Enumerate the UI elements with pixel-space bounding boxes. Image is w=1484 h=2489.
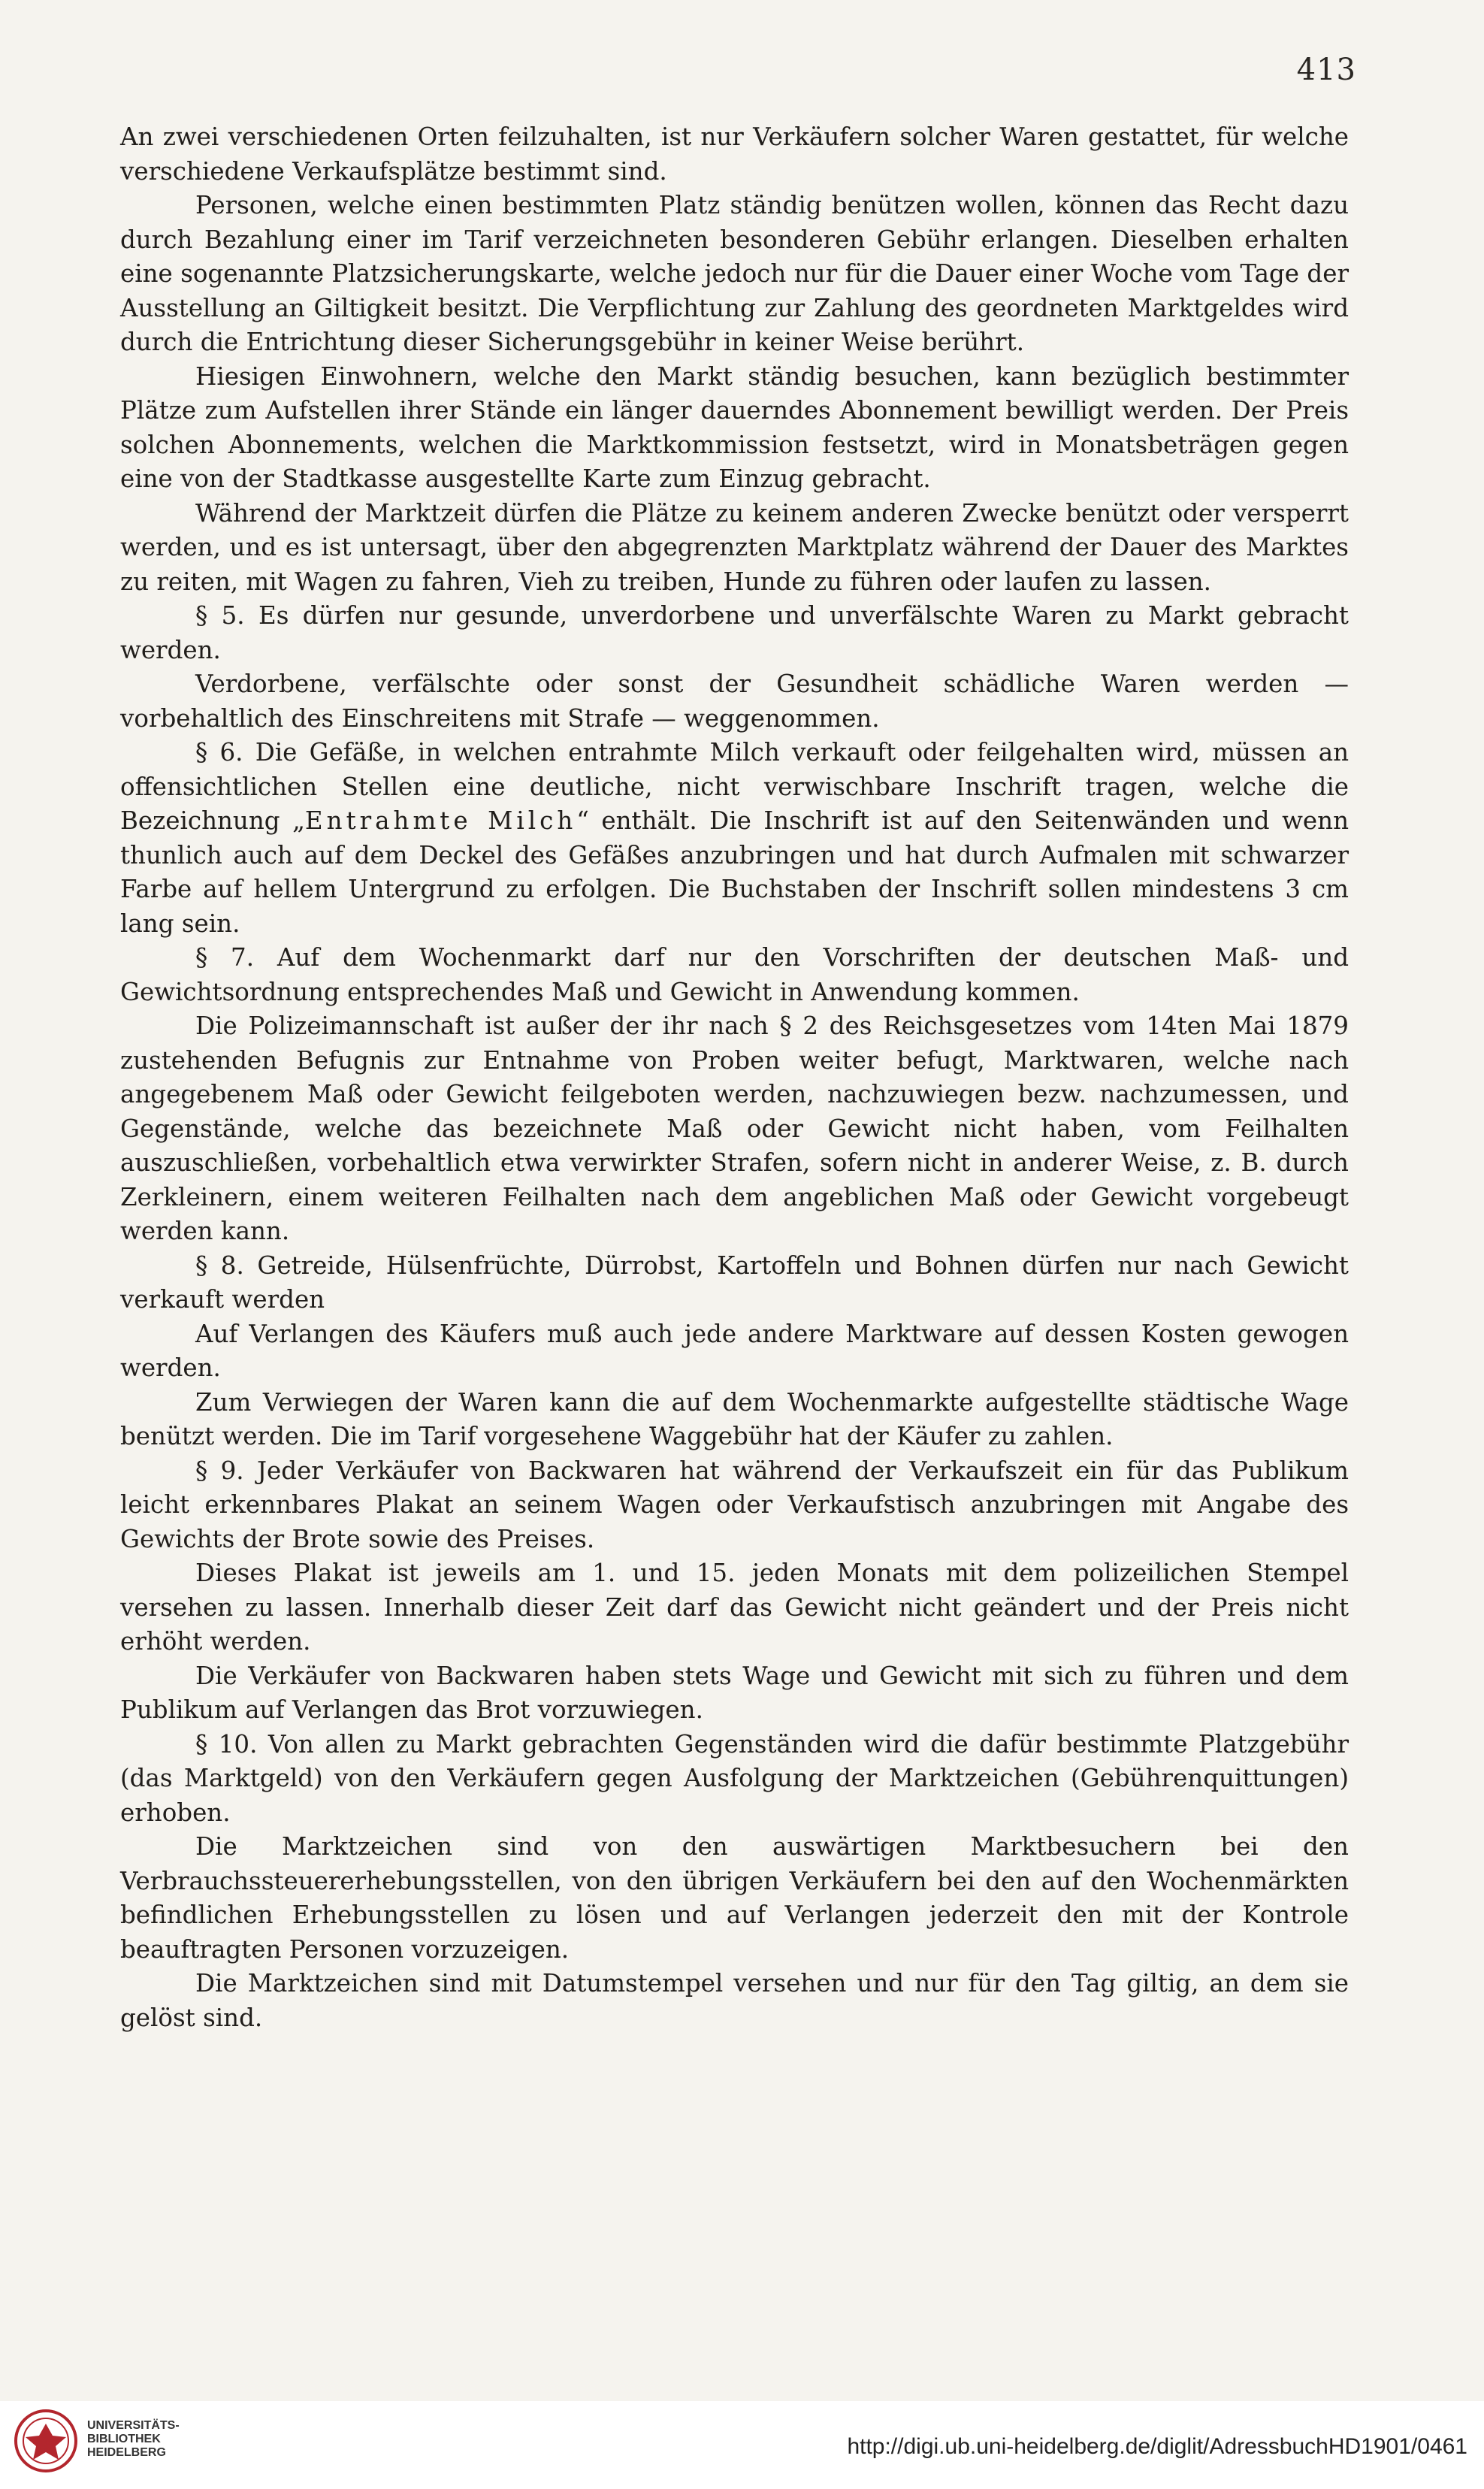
library-name-line: BIBLIOTHEK (87, 2433, 161, 2445)
paragraph: Die Verkäufer von Backwaren haben stets Wage und Gewicht mit sich zu führen und dem Publikum auf Verlangen das Brot vorzuwiegen. (120, 1661, 1349, 1724)
paragraph-section-7: § 7. Auf dem Wochenmarkt darf nur den Vorschriften der deutschen Maß- und Gewichtsordnung entsprechendes Maß und Gewicht in Anwendung kommen. (120, 943, 1349, 1006)
university-library-logo-icon (14, 2409, 78, 2473)
spaced-term: Entrahmte Milch (304, 806, 577, 835)
footer-bar (0, 2401, 1484, 2489)
paragraph: Die Marktzeichen sind mit Datumstempel versehen und nur für den Tag giltig, an dem sie gelöst sind. (120, 1969, 1349, 2032)
paragraph: Hiesigen Einwohnern, welche den Markt ständig besuchen, kann bezüglich bestimmter Plätze zum Aufstellen ihrer Stände ein länger dauerndes Abonnement bewilligt werden. Der Preis solchen Abonnements, welchen die Marktkommission festsetzt, wird in Monatsbeträgen gegen eine von der Stadtkasse ausgestellte Karte zum Einzug gebracht. (120, 361, 1349, 493)
paragraph-section-6 (120, 736, 1349, 941)
source-url[interactable]: http://digi.ub.uni-heidelberg.de/diglit/AdressbuchHD1901/0461 (847, 2434, 1467, 2459)
paragraph: Die Marktzeichen sind von den auswärtigen Marktbesuchern bei den Verbrauchssteuererhebungsstellen, von den übrigen Verkäufern bei den auf den Wochenmärkten befindlichen Erhebungsstellen zu lösen und auf Verlangen jederzeit den mit der Kontrole beauftragten Personen vorzuzeigen. (120, 1832, 1349, 1964)
library-name (87, 2419, 180, 2460)
section-6-text-after: “ enthält. Die Inschrift ist auf den Seitenwänden und wenn thunlich auch auf dem Deckel des Gefäßes anzubringen und hat durch Aufmalen mit schwarzer Farbe auf hellem Untergrund zu erfolgen. Die Buchstaben der Inschrift sollen mindestens 3 cm lang sein. (120, 806, 1350, 938)
paragraph: Verdorbene, verfälschte oder sonst der Gesundheit schädliche Waren werden — vorbehaltlich des Einschreitens mit Strafe — weggenommen. (120, 670, 1349, 733)
paragraph: An zwei verschiedenen Orten feilzuhalten, ist nur Verkäufern solcher Waren gestattet, für welche verschiedene Verkaufsplätze bestimmt sind. (120, 122, 1349, 186)
page-number: 413 (1296, 53, 1356, 87)
library-name-line: UNIVERSITÄTS- (87, 2419, 180, 2432)
paragraph-section-5: § 5. Es dürfen nur gesunde, unverdorbene und unverfälschte Waren zu Markt gebracht werden. (120, 601, 1349, 664)
paragraph-section-9: § 9. Jeder Verkäufer von Backwaren hat während der Verkaufszeit ein für das Publikum leicht erkennbares Plakat an seinem Wagen oder Verkaufstisch anzubringen mit Angabe des Gewichts der Brote sowie des Preises. (120, 1456, 1349, 1553)
paragraph: Auf Verlangen des Käufers muß auch jede andere Marktware auf dessen Kosten gewogen werden. (120, 1319, 1349, 1382)
paragraph: Dieses Plakat ist jeweils am 1. und 15. jeden Monats mit dem polizeilichen Stempel versehen zu lassen. Innerhalb dieser Zeit darf das Gewicht nicht geändert und der Preis nicht erhöht werden. (120, 1559, 1349, 1656)
body-text (120, 120, 1349, 2035)
paragraph: Zum Verwiegen der Waren kann die auf dem Wochenmarkte aufgestellte städtische Wage benützt werden. Die im Tarif vorgesehene Waggebühr hat der Käufer zu zahlen. (120, 1387, 1349, 1450)
library-name-line: HEIDELBERG (87, 2446, 166, 2459)
paragraph: Während der Marktzeit dürfen die Plätze zu keinem anderen Zwecke benützt oder versperrt werden, und es ist untersagt, über den abgegrenzten Marktplatz während der Dauer des Marktes zu reiten, mit Wagen zu fahren, Vieh zu treiben, Hunde zu führen oder laufen zu lassen. (120, 498, 1349, 596)
paragraph-section-10: § 10. Von allen zu Markt gebrachten Gegenständen wird die dafür bestimmte Platzgebühr (das Marktgeld) von den Verkäufern gegen Ausfolgung der Marktzeichen (Gebührenquittungen) erhoben. (120, 1729, 1349, 1827)
paragraph: Die Polizeimannschaft ist außer der ihr nach § 2 des Reichsgesetzes vom 14ten Mai 1879 zustehenden Befugnis zur Entnahme von Proben weiter befugt, Marktwaren, welche nach angegebenem Maß oder Gewicht feilgeboten werden, nachzuwiegen bezw. nachzumessen, und Gegenstände, welche das bezeichnete Maß oder Gewicht nicht haben, vom Feilhalten auszuschließen, vorbehaltlich etwa verwirkter Strafen, sofern nicht in anderer Weise, z. B. durch Zerkleinern, einem weiteren Feilhalten nach dem angeblichen Maß oder Gewicht vorgebeugt werden kann. (120, 1012, 1349, 1245)
paragraph-section-8: § 8. Getreide, Hülsenfrüchte, Dürrobst, Kartoffeln und Bohnen dürfen nur nach Gewicht verkauft werden (120, 1251, 1349, 1314)
section-6-text-before: § 6. Die Gefäße, in welchen entrahmte Milch verkauft oder feilgehalten wird, müssen an offensichtlichen Stellen eine deutliche, nicht verwischbare Inschrift tragen, welche die Bezeichnung „ (120, 738, 1349, 835)
paragraph: Personen, welche einen bestimmten Platz ständig benützen wollen, können das Recht dazu durch Bezahlung einer im Tarif verzeichneten besonderen Gebühr erlangen. Dieselben erhalten eine sogenannte Platzsicherungskarte, welche jedoch nur für die Dauer einer Woche vom Tage der Ausstellung an Giltigkeit besitzt. Die Verpflichtung zur Zahlung des geordneten Marktgeldes wird durch die Entrichtung dieser Sicherungsgebühr in keiner Weise berührt. (120, 191, 1349, 356)
